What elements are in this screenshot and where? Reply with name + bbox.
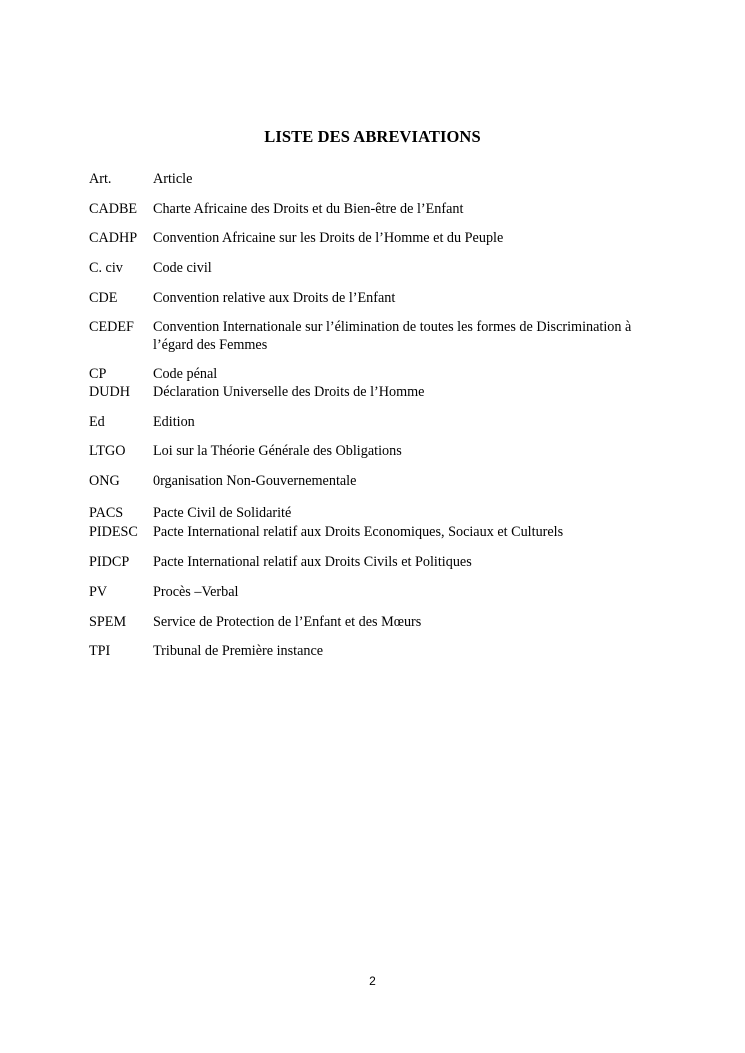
abbreviation: PACS (89, 505, 124, 521)
abbreviation-entry (89, 583, 669, 601)
abbreviation-definition: Pacte International relatif aux Droits Civils et Politiques (153, 554, 472, 570)
abbreviation: CDE (89, 290, 118, 306)
abbreviation: CADBE (89, 201, 138, 217)
abbreviation-entry (89, 229, 669, 247)
abbreviation-definition: Loi sur la Théorie Générale des Obligations (153, 443, 402, 459)
abbreviation-entry (89, 365, 669, 383)
abbreviation-definition: Procès –Verbal (153, 584, 239, 600)
abbreviation-definition: Edition (153, 414, 195, 430)
abbreviation: PIDCP (89, 554, 130, 570)
abbreviation: CEDEF (89, 319, 134, 335)
abbreviation-entry (89, 523, 669, 541)
abbreviation-definition: Convention Internationale sur l’élimination de toutes les formes de Discrimination à l’égard des Femmes (153, 319, 632, 353)
abbreviation: DUDH (89, 384, 130, 400)
abbreviation-definition: 0rganisation Non-Gouvernementale (153, 473, 357, 489)
page-number: 2 (369, 974, 376, 988)
abbreviation-definition: Déclaration Universelle des Droits de l’Homme (153, 384, 425, 400)
abbreviation-definition: Convention Africaine sur les Droits de l’Homme et du Peuple (153, 230, 504, 246)
abbreviation-entry (89, 170, 669, 188)
abbreviation-definition: Tribunal de Première instance (153, 643, 324, 659)
abbreviation: ONG (89, 473, 120, 489)
abbreviation-entry (89, 613, 669, 631)
abbreviation: PIDESC (89, 524, 138, 540)
page-title: LISTE DES ABREVIATIONS (264, 127, 481, 146)
abbreviation: SPEM (89, 614, 127, 630)
abbreviation: CP (89, 366, 107, 382)
abbreviation-entry (89, 413, 669, 431)
abbreviation-entry (89, 318, 669, 354)
abbreviation-definition: Code civil (153, 260, 212, 276)
abbreviation: Art. (89, 171, 112, 187)
abbreviation-entry (89, 553, 669, 571)
abbreviation: TPI (89, 643, 111, 659)
abbreviation-definition: Convention relative aux Droits de l’Enfant (153, 290, 396, 306)
abbreviation-definition: Code pénal (153, 366, 218, 382)
abbreviation-definition: Pacte International relatif aux Droits Economiques, Sociaux et Culturels (153, 524, 564, 540)
abbreviation-definition: Pacte Civil de Solidarité (153, 505, 292, 521)
abbreviation: C. civ (89, 260, 123, 276)
abbreviation-entry (89, 259, 669, 277)
abbreviation: Ed (89, 414, 105, 430)
abbreviation: PV (89, 584, 108, 600)
abbreviation-entry (89, 200, 669, 218)
abbreviation: CADHP (89, 230, 138, 246)
abbreviation-entry (89, 504, 669, 522)
abbreviation-entry (89, 472, 669, 490)
abbreviation-definition: Charte Africaine des Droits et du Bien-être de l’Enfant (153, 201, 464, 217)
abbreviation-entry (89, 442, 669, 460)
abbreviation-entry (89, 642, 669, 660)
abbreviation-entry (89, 289, 669, 307)
abbreviation-entry (89, 383, 669, 401)
abbreviation-definition: Service de Protection de l’Enfant et des Mœurs (153, 614, 422, 630)
abbreviation-definition: Article (153, 171, 193, 187)
abbreviation: LTGO (89, 443, 126, 459)
